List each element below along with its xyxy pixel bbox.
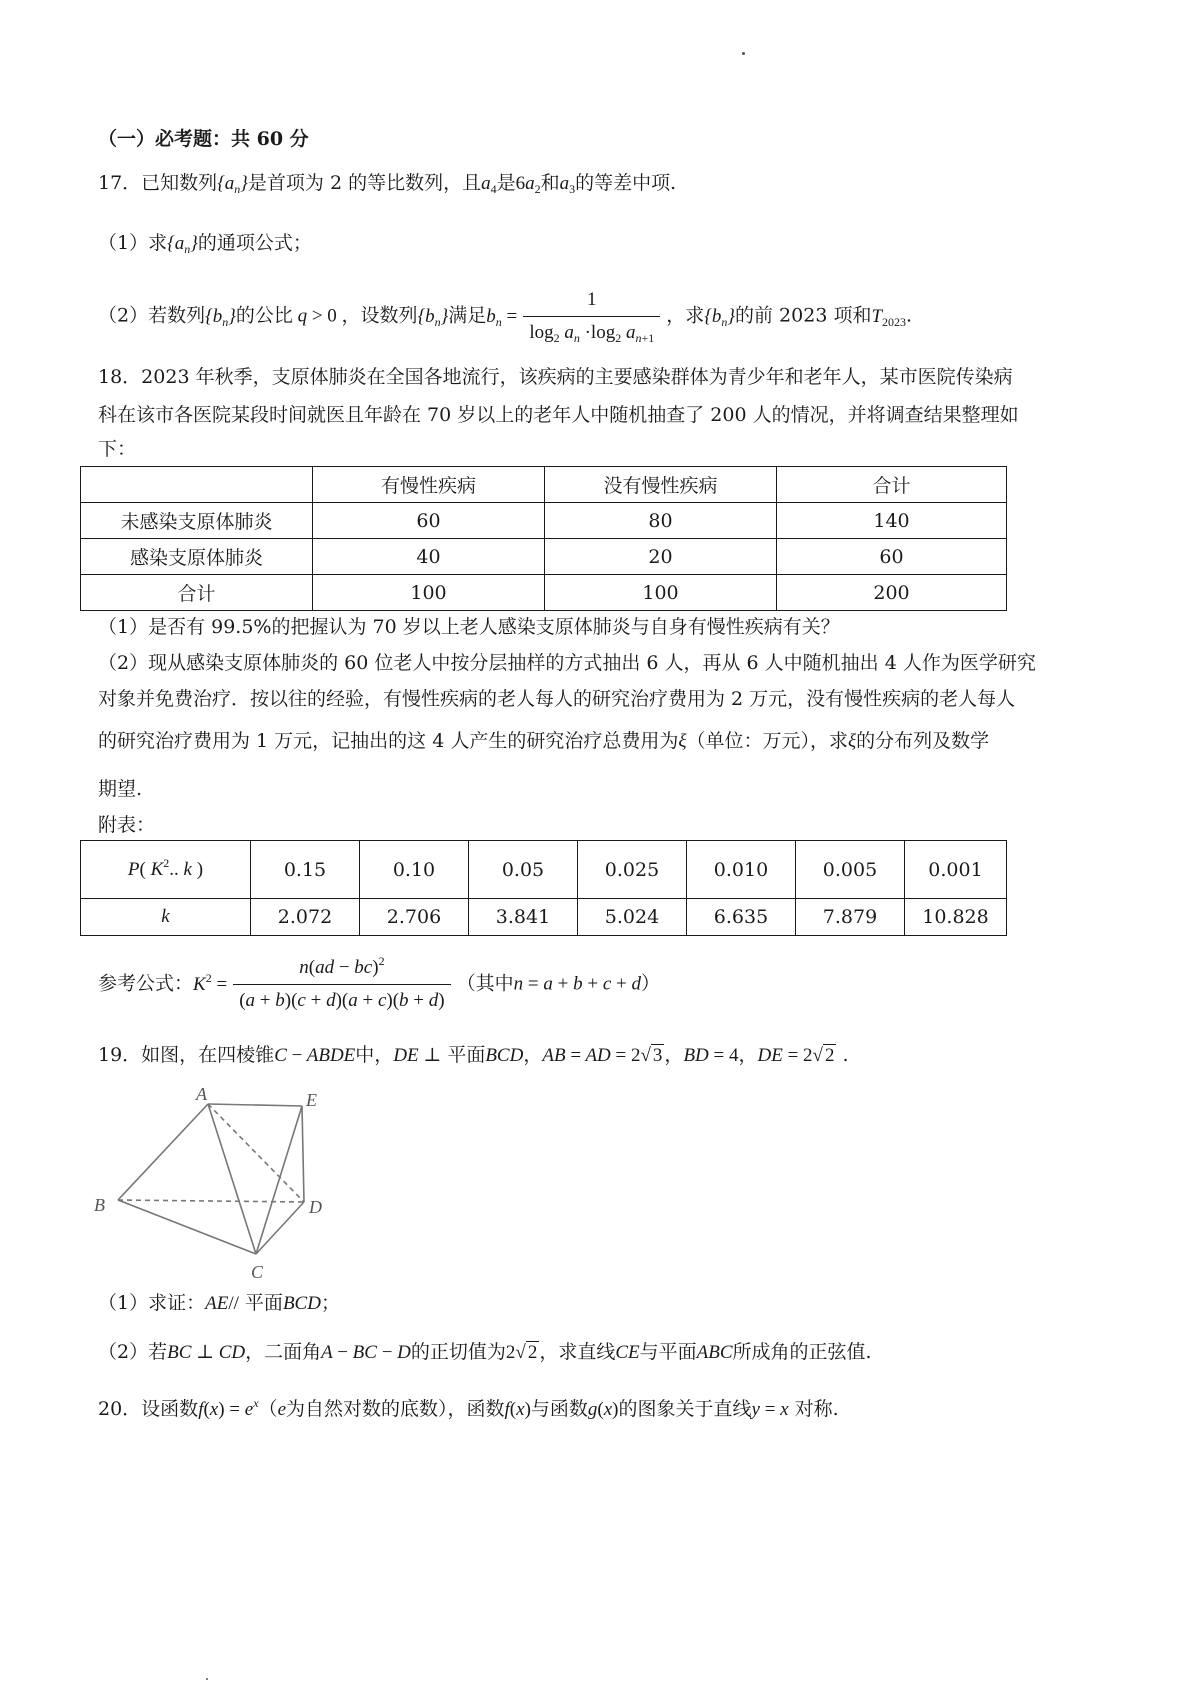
table-row	[81, 575, 1007, 611]
table-cell: 100	[313, 575, 545, 611]
table-cell: 5.024	[578, 899, 687, 936]
q17-part2: （2）若数列$\{b_n\}$的公比 q > 0 ，设数列$\{b_n\}$满足$b_n$ = $\frac{1}{\log_2 a_n \cdot\log_2 a_{n+1}}$ ，求$\{b_n\}$的前 2023 项和$T_{2023}$.	[98, 286, 912, 347]
scan-speck-bottom	[206, 1678, 208, 1680]
table-row	[81, 841, 1007, 899]
contingency-table	[80, 466, 1007, 611]
vertex-label-a: A	[196, 1084, 207, 1104]
table-row	[81, 899, 1007, 936]
q19-part2: （2）若BC ⊥ CD，二面角A − BC − D的正切值为2√ 2 ，求直线CE与平面ABC所成角的正弦值.	[98, 1341, 872, 1363]
pyramid-figure	[90, 1082, 350, 1282]
q18-part2-line1: （2）现从感染支原体肺炎的 60 位老人中按分层抽样的方式抽出 6 人，再从 6 人中随机抽出 4 人作为医学研究	[98, 652, 1036, 674]
vertex-label-b: B	[94, 1195, 105, 1215]
table-cell: 合计	[81, 575, 313, 611]
q18-part2-line4: 期望.	[98, 778, 143, 800]
table-cell: 0.05	[469, 841, 578, 899]
table-cell: 60	[313, 503, 545, 539]
table-cell: 7.879	[796, 899, 905, 936]
table-cell: 60	[777, 539, 1007, 575]
q17-part1: （1）求$\{a_n\}$的通项公式；	[98, 232, 312, 256]
reference-formula: 参考公式：$K^2$ = $\frac{n(ad - bc)^2}{(a + b)(c + d)(a + c)(b + d)}$ （其中n = a + b + c + d）	[98, 954, 660, 1015]
appendix-label: 附表：	[98, 814, 156, 836]
vertex-label-e: E	[306, 1090, 317, 1110]
section-heading: （一）必考题：共 60 分	[98, 128, 309, 150]
table-cell: 未感染支原体肺炎	[81, 503, 313, 539]
q20-stem: 20．设函数$f(x) = e^x(e$为自然对数的底数），函数f(x)与函数g(x)的图象关于直线y = x 对称.	[98, 1396, 839, 1420]
q18-stem-line2: 科在该市各医院某段时间就医且年龄在 70 岁以上的老年人中随机抽查了 200 人的情况，并将调查结果整理如	[98, 404, 1019, 426]
q18-part2-line3: 的研究治疗费用为 1 万元，记抽出的这 4 人产生的研究治疗总费用为ξ（单位：万元），求ξ的分布列及数学	[98, 730, 990, 752]
q18-stem-line3: 下：	[98, 438, 137, 460]
critical-value-table	[80, 840, 1007, 936]
q18-part2-line2: 对象并免费治疗．按以往的经验，有慢性疾病的老人每人的研究治疗费用为 2 万元，没有慢性疾病的老人每人	[98, 688, 1016, 710]
table-cell: 2.706	[360, 899, 469, 936]
table-cell: 6.635	[687, 899, 796, 936]
q18-stem-line1: 18．2023 年秋季，支原体肺炎在全国各地流行，该疾病的主要感染群体为青少年和老年人，某市医院传染病	[98, 366, 1013, 388]
table-cell: 20	[545, 539, 777, 575]
q19-part1: （1）求证：AE// 平面BCD；	[98, 1292, 340, 1314]
table-cell: 合计	[777, 467, 1007, 503]
q18-part1: （1）是否有 99.5%的把握认为 70 岁以上老人感染支原体肺炎与自身有慢性疾病有关？	[98, 616, 840, 638]
table-cell	[81, 467, 313, 503]
chi-square-fraction: $\frac{n(ad - bc)^2}{(a + b)(c + d)(a + c)(b + d)}$	[233, 954, 450, 1015]
table-cell: 感染支原体肺炎	[81, 539, 313, 575]
table-row	[81, 503, 1007, 539]
vertex-label-d: D	[309, 1197, 322, 1217]
table-cell: 有慢性疾病	[313, 467, 545, 503]
scan-speck-top	[742, 52, 745, 55]
table-cell: 3.841	[469, 899, 578, 936]
table-cell: 0.10	[360, 841, 469, 899]
table-header-row	[81, 467, 1007, 503]
table-cell: 0.010	[687, 841, 796, 899]
table-cell: 40	[313, 539, 545, 575]
table-cell: 140	[777, 503, 1007, 539]
table-cell: 10.828	[905, 899, 1007, 936]
q17-stem: 17．已知数列$\{a_n\}$是首项为 2 的等比数列，且$a_4$是$6a_2$和$a_3$的等差中项.	[98, 172, 677, 196]
table-cell: 0.15	[251, 841, 360, 899]
table-cell: 0.005	[796, 841, 905, 899]
table-cell: 0.025	[578, 841, 687, 899]
q19-stem: 19．如图，在四棱锥C − ABDE中，DE ⊥ 平面BCD，AB = AD = 2√ 3 ，BD = 4，DE = 2√ 2 .	[98, 1044, 849, 1066]
table-cell: 没有慢性疾病	[545, 467, 777, 503]
q17-fraction: $\frac{1}{\log_2 a_n \cdot\log_2 a_{n+1}}$	[523, 286, 660, 347]
table-cell: k	[81, 899, 251, 936]
vertex-label-c: C	[251, 1262, 264, 1282]
table-cell: P( $K^2$.. k )	[81, 841, 251, 899]
table-cell: 100	[545, 575, 777, 611]
table-cell: 80	[545, 503, 777, 539]
table-cell: 200	[777, 575, 1007, 611]
table-row	[81, 539, 1007, 575]
table-cell: 2.072	[251, 899, 360, 936]
table-cell: 0.001	[905, 841, 1007, 899]
